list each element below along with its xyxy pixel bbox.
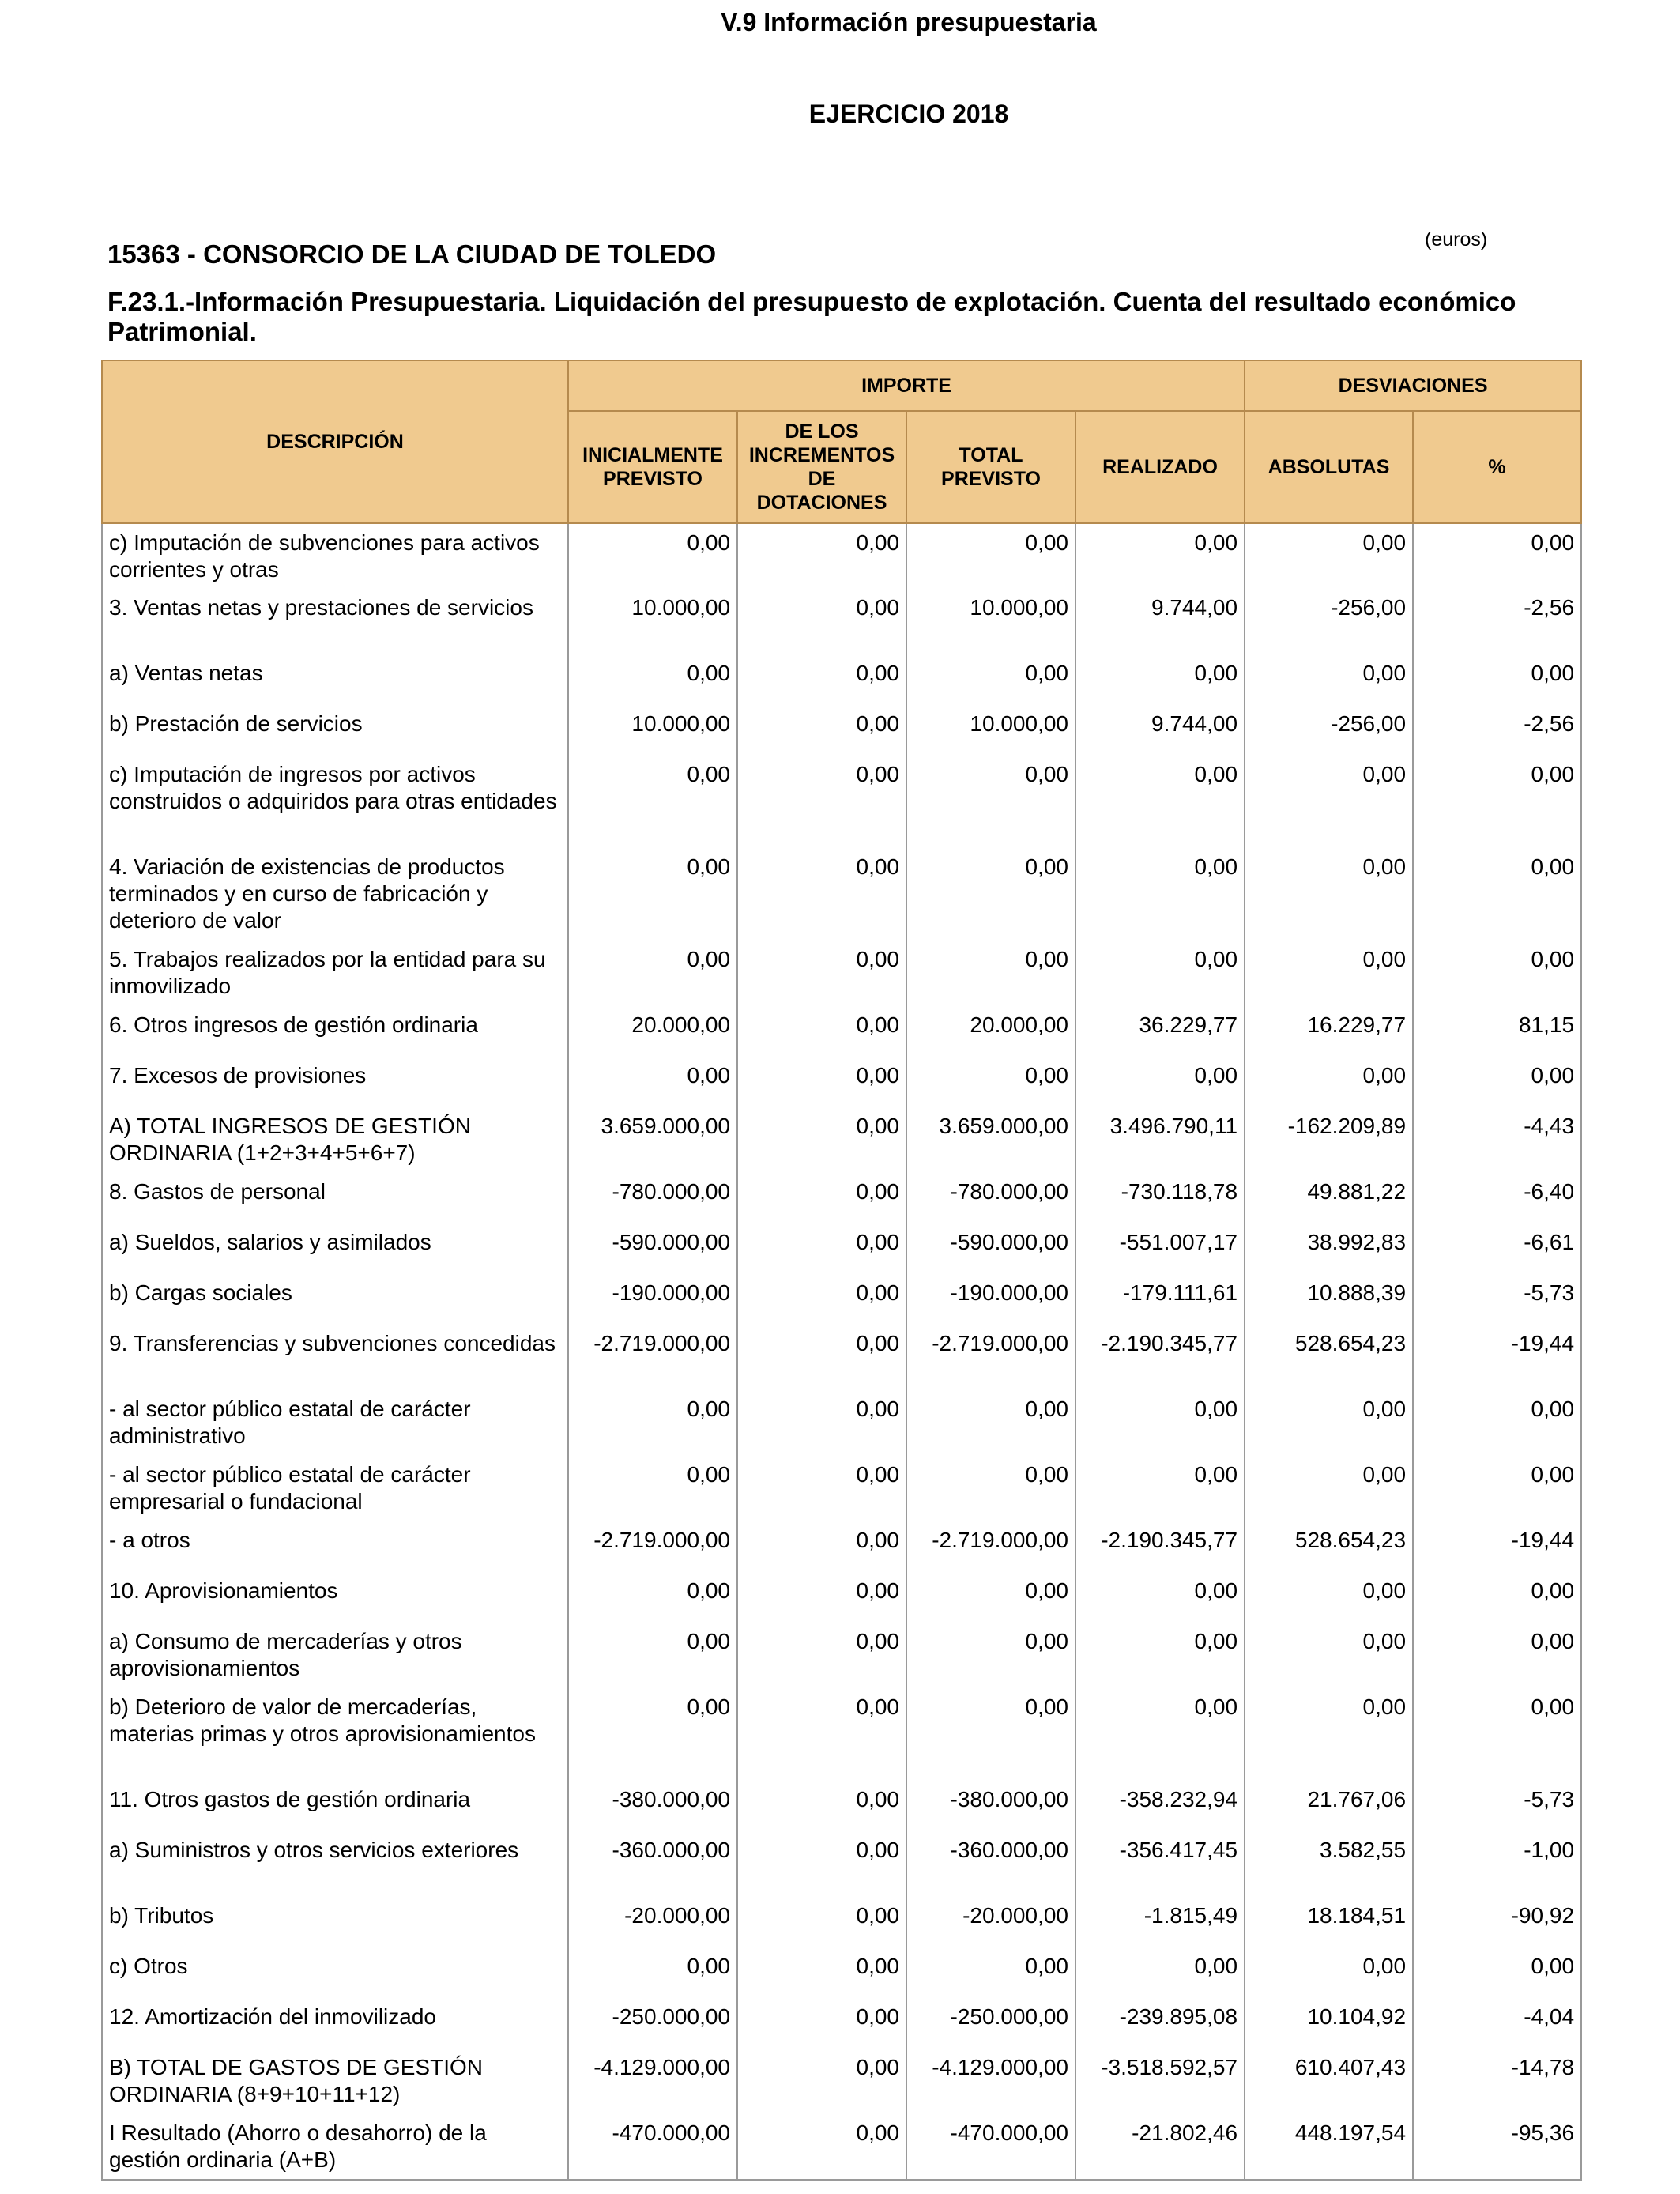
table-row [102, 1572, 1581, 1623]
table-row [102, 1998, 1581, 2049]
row-description: 7. Excesos de provisiones [102, 1057, 568, 1107]
cell-porcentaje: 0,00 [1413, 1456, 1581, 1521]
cell-total-previsto: 10.000,00 [906, 705, 1075, 756]
table-row [102, 1223, 1581, 1274]
cell-total-previsto: 0,00 [906, 848, 1075, 941]
cell-absolutas: 18.184,51 [1245, 1897, 1413, 1947]
header-desviaciones: DESVIACIONES [1245, 360, 1581, 411]
table-row [102, 1897, 1581, 1947]
cell-realizado: -239.895,08 [1075, 1998, 1245, 2049]
exercise-title: EJERCICIO 2018 [808, 100, 1009, 128]
cell-realizado: -551.007,17 [1075, 1223, 1245, 1274]
cell-porcentaje: -4,04 [1413, 1998, 1581, 2049]
table-row [102, 654, 1581, 705]
cell-inicialmente-previsto: -380.000,00 [568, 1781, 737, 1831]
cell-inicialmente-previsto: 0,00 [568, 848, 737, 941]
cell-inicialmente-previsto: -2.719.000,00 [568, 1521, 737, 1572]
cell-total-previsto: 0,00 [906, 1057, 1075, 1107]
cell-porcentaje: -14,78 [1413, 2049, 1581, 2114]
cell-porcentaje: -5,73 [1413, 1781, 1581, 1831]
cell-inicialmente-previsto: -20.000,00 [568, 1897, 737, 1947]
table-row [102, 1390, 1581, 1456]
row-description: 9. Transferencias y subvenciones concedidas [102, 1325, 568, 1390]
cell-inicialmente-previsto: 0,00 [568, 1456, 737, 1521]
cell-absolutas: 10.888,39 [1245, 1274, 1413, 1325]
cell-inicialmente-previsto: -780.000,00 [568, 1173, 737, 1223]
cell-realizado: 0,00 [1075, 941, 1245, 1006]
cell-porcentaje: 0,00 [1413, 1057, 1581, 1107]
table-row [102, 1006, 1581, 1057]
cell-porcentaje: -4,43 [1413, 1107, 1581, 1173]
cell-total-previsto: 0,00 [906, 756, 1075, 848]
cell-total-previsto: 0,00 [906, 1390, 1075, 1456]
table-row [102, 1274, 1581, 1325]
cell-realizado: 3.496.790,11 [1075, 1107, 1245, 1173]
cell-incrementos: 0,00 [737, 1998, 906, 2049]
header-incrementos: DE LOS INCREMENTOS DE DOTACIONES [737, 411, 906, 523]
cell-porcentaje: -19,44 [1413, 1521, 1581, 1572]
cell-absolutas: 0,00 [1245, 1947, 1413, 1998]
cell-realizado: -21.802,46 [1075, 2114, 1245, 2180]
cell-realizado: 0,00 [1075, 848, 1245, 941]
cell-realizado: -358.232,94 [1075, 1781, 1245, 1831]
cell-realizado: -1.815,49 [1075, 1897, 1245, 1947]
cell-incrementos: 0,00 [737, 1107, 906, 1173]
cell-porcentaje: 0,00 [1413, 848, 1581, 941]
row-description: 8. Gastos de personal [102, 1173, 568, 1223]
table-header [102, 360, 1581, 523]
cell-total-previsto: 0,00 [906, 1947, 1075, 1998]
cell-total-previsto: 0,00 [906, 1623, 1075, 1688]
cell-incrementos: 0,00 [737, 848, 906, 941]
cell-absolutas: 0,00 [1245, 756, 1413, 848]
header-porcentaje: % [1413, 411, 1581, 523]
row-description: B) TOTAL DE GASTOS DE GESTIÓN ORDINARIA (8+9+10+11+12) [102, 2049, 568, 2114]
row-description: a) Ventas netas [102, 654, 568, 705]
table-row [102, 1781, 1581, 1831]
cell-inicialmente-previsto: -470.000,00 [568, 2114, 737, 2180]
cell-incrementos: 0,00 [737, 756, 906, 848]
cell-total-previsto: 0,00 [906, 941, 1075, 1006]
cell-incrementos: 0,00 [737, 1897, 906, 1947]
cell-porcentaje: -19,44 [1413, 1325, 1581, 1390]
row-description: c) Imputación de ingresos por activos construidos o adquiridos para otras entidades [102, 756, 568, 848]
table-row [102, 2049, 1581, 2114]
cell-absolutas: 0,00 [1245, 1057, 1413, 1107]
row-description: c) Otros [102, 1947, 568, 1998]
table-row [102, 941, 1581, 1006]
cell-inicialmente-previsto: 10.000,00 [568, 589, 737, 654]
cell-realizado: 0,00 [1075, 1456, 1245, 1521]
cell-inicialmente-previsto: -2.719.000,00 [568, 1325, 737, 1390]
table-body [102, 523, 1581, 2180]
cell-porcentaje: -95,36 [1413, 2114, 1581, 2180]
table-row [102, 1947, 1581, 1998]
cell-absolutas: 0,00 [1245, 523, 1413, 589]
cell-total-previsto: -2.719.000,00 [906, 1521, 1075, 1572]
cell-incrementos: 0,00 [737, 523, 906, 589]
cell-inicialmente-previsto: 0,00 [568, 1572, 737, 1623]
table-row [102, 1107, 1581, 1173]
table-row [102, 756, 1581, 848]
table-row [102, 1688, 1581, 1781]
table-row [102, 1623, 1581, 1688]
cell-total-previsto: -780.000,00 [906, 1173, 1075, 1223]
cell-realizado: 0,00 [1075, 1623, 1245, 1688]
row-description: a) Sueldos, salarios y asimilados [102, 1223, 568, 1274]
cell-absolutas: 10.104,92 [1245, 1998, 1413, 2049]
cell-inicialmente-previsto: 0,00 [568, 1947, 737, 1998]
cell-realizado: -179.111,61 [1075, 1274, 1245, 1325]
cell-inicialmente-previsto: 0,00 [568, 1057, 737, 1107]
cell-incrementos: 0,00 [737, 941, 906, 1006]
cell-inicialmente-previsto: 0,00 [568, 941, 737, 1006]
row-description: b) Tributos [102, 1897, 568, 1947]
cell-inicialmente-previsto: 20.000,00 [568, 1006, 737, 1057]
cell-absolutas: 49.881,22 [1245, 1173, 1413, 1223]
units-label: (euros) [1425, 228, 1488, 251]
cell-absolutas: 610.407,43 [1245, 2049, 1413, 2114]
cell-realizado: 36.229,77 [1075, 1006, 1245, 1057]
report-subtitle: F.23.1.-Información Presupuestaria. Liquidación del presupuesto de explotación. Cuenta del resultado económico Patrimonial. [107, 287, 1516, 346]
cell-porcentaje: -1,00 [1413, 1831, 1581, 1897]
table-row [102, 1456, 1581, 1521]
table-row [102, 1521, 1581, 1572]
cell-incrementos: 0,00 [737, 589, 906, 654]
table-row [102, 523, 1581, 589]
cell-porcentaje: 0,00 [1413, 941, 1581, 1006]
cell-absolutas: 0,00 [1245, 848, 1413, 941]
row-description: a) Suministros y otros servicios exteriores [102, 1831, 568, 1897]
cell-porcentaje: -6,61 [1413, 1223, 1581, 1274]
table-row [102, 1831, 1581, 1897]
cell-absolutas: 0,00 [1245, 1688, 1413, 1781]
cell-porcentaje: 0,00 [1413, 1688, 1581, 1781]
cell-inicialmente-previsto: -4.129.000,00 [568, 2049, 737, 2114]
cell-realizado: 0,00 [1075, 523, 1245, 589]
cell-incrementos: 0,00 [737, 2114, 906, 2180]
row-description: b) Cargas sociales [102, 1274, 568, 1325]
cell-incrementos: 0,00 [737, 1456, 906, 1521]
cell-porcentaje: -90,92 [1413, 1897, 1581, 1947]
cell-incrementos: 0,00 [737, 1623, 906, 1688]
cell-inicialmente-previsto: 0,00 [568, 1623, 737, 1688]
cell-realizado: 0,00 [1075, 654, 1245, 705]
cell-inicialmente-previsto: -590.000,00 [568, 1223, 737, 1274]
cell-realizado: 0,00 [1075, 1390, 1245, 1456]
cell-total-previsto: -590.000,00 [906, 1223, 1075, 1274]
cell-porcentaje: 81,15 [1413, 1006, 1581, 1057]
row-description: a) Consumo de mercaderías y otros aprovisionamientos [102, 1623, 568, 1688]
cell-inicialmente-previsto: 3.659.000,00 [568, 1107, 737, 1173]
cell-absolutas: 16.229,77 [1245, 1006, 1413, 1057]
cell-inicialmente-previsto: 0,00 [568, 756, 737, 848]
cell-incrementos: 0,00 [737, 1390, 906, 1456]
cell-total-previsto: -4.129.000,00 [906, 2049, 1075, 2114]
cell-incrementos: 0,00 [737, 1572, 906, 1623]
cell-porcentaje: -2,56 [1413, 589, 1581, 654]
cell-realizado: -356.417,45 [1075, 1831, 1245, 1897]
cell-absolutas: 0,00 [1245, 1390, 1413, 1456]
cell-absolutas: 528.654,23 [1245, 1325, 1413, 1390]
cell-incrementos: 0,00 [737, 1781, 906, 1831]
table-row [102, 1057, 1581, 1107]
cell-inicialmente-previsto: 10.000,00 [568, 705, 737, 756]
cell-incrementos: 0,00 [737, 654, 906, 705]
cell-total-previsto: 0,00 [906, 1688, 1075, 1781]
cell-realizado: -2.190.345,77 [1075, 1521, 1245, 1572]
cell-incrementos: 0,00 [737, 705, 906, 756]
header-total-previsto: TOTAL PREVISTO [906, 411, 1075, 523]
cell-absolutas: 3.582,55 [1245, 1831, 1413, 1897]
cell-realizado: -730.118,78 [1075, 1173, 1245, 1223]
cell-incrementos: 0,00 [737, 2049, 906, 2114]
cell-realizado: 0,00 [1075, 756, 1245, 848]
cell-total-previsto: -360.000,00 [906, 1831, 1075, 1897]
table-row [102, 1325, 1581, 1390]
row-description: - al sector público estatal de carácter administrativo [102, 1390, 568, 1456]
cell-absolutas: 0,00 [1245, 1572, 1413, 1623]
header-realizado: REALIZADO [1075, 411, 1245, 523]
row-description: - a otros [102, 1521, 568, 1572]
cell-total-previsto: 0,00 [906, 1572, 1075, 1623]
cell-inicialmente-previsto: 0,00 [568, 1390, 737, 1456]
cell-incrementos: 0,00 [737, 1947, 906, 1998]
cell-absolutas: 0,00 [1245, 654, 1413, 705]
cell-realizado: 9.744,00 [1075, 589, 1245, 654]
cell-total-previsto: 0,00 [906, 1456, 1075, 1521]
header-importe: IMPORTE [568, 360, 1245, 411]
row-description: - al sector público estatal de carácter empresarial o fundacional [102, 1456, 568, 1521]
row-description: I Resultado (Ahorro o desahorro) de la gestión ordinaria (A+B) [102, 2114, 568, 2180]
row-description: 10. Aprovisionamientos [102, 1572, 568, 1623]
cell-absolutas: -162.209,89 [1245, 1107, 1413, 1173]
header-descripcion: DESCRIPCIÓN [102, 360, 568, 523]
entity-name: 15363 - CONSORCIO DE LA CIUDAD DE TOLEDO [107, 239, 717, 269]
cell-incrementos: 0,00 [737, 1006, 906, 1057]
cell-total-previsto: -20.000,00 [906, 1897, 1075, 1947]
row-description: 11. Otros gastos de gestión ordinaria [102, 1781, 568, 1831]
cell-incrementos: 0,00 [737, 1223, 906, 1274]
table-row [102, 589, 1581, 654]
row-description: c) Imputación de subvenciones para activos corrientes y otras [102, 523, 568, 589]
cell-inicialmente-previsto: -190.000,00 [568, 1274, 737, 1325]
cell-realizado: -3.518.592,57 [1075, 2049, 1245, 2114]
cell-total-previsto: -2.719.000,00 [906, 1325, 1075, 1390]
table-row [102, 848, 1581, 941]
cell-absolutas: 0,00 [1245, 1456, 1413, 1521]
cell-total-previsto: -250.000,00 [906, 1998, 1075, 2049]
cell-porcentaje: 0,00 [1413, 756, 1581, 848]
cell-total-previsto: -380.000,00 [906, 1781, 1075, 1831]
cell-incrementos: 0,00 [737, 1173, 906, 1223]
cell-total-previsto: 0,00 [906, 654, 1075, 705]
cell-inicialmente-previsto: 0,00 [568, 654, 737, 705]
header-absolutas: ABSOLUTAS [1245, 411, 1413, 523]
cell-absolutas: -256,00 [1245, 589, 1413, 654]
table-row [102, 705, 1581, 756]
row-description: 12. Amortización del inmovilizado [102, 1998, 568, 2049]
cell-porcentaje: 0,00 [1413, 1572, 1581, 1623]
cell-porcentaje: -5,73 [1413, 1274, 1581, 1325]
cell-porcentaje: 0,00 [1413, 523, 1581, 589]
cell-realizado: -2.190.345,77 [1075, 1325, 1245, 1390]
cell-incrementos: 0,00 [737, 1057, 906, 1107]
cell-total-previsto: 10.000,00 [906, 589, 1075, 654]
section-title: V.9 Información presupuestaria [721, 8, 1097, 36]
cell-incrementos: 0,00 [737, 1831, 906, 1897]
row-description: A) TOTAL INGRESOS DE GESTIÓN ORDINARIA (1+2+3+4+5+6+7) [102, 1107, 568, 1173]
cell-total-previsto: 3.659.000,00 [906, 1107, 1075, 1173]
cell-porcentaje: 0,00 [1413, 1623, 1581, 1688]
row-description: 4. Variación de existencias de productos terminados y en curso de fabricación y deterioro de valor [102, 848, 568, 941]
cell-porcentaje: 0,00 [1413, 1390, 1581, 1456]
table-row [102, 1173, 1581, 1223]
cell-inicialmente-previsto: -360.000,00 [568, 1831, 737, 1897]
cell-realizado: 9.744,00 [1075, 705, 1245, 756]
cell-total-previsto: -190.000,00 [906, 1274, 1075, 1325]
cell-inicialmente-previsto: -250.000,00 [568, 1998, 737, 2049]
cell-absolutas: 38.992,83 [1245, 1223, 1413, 1274]
cell-inicialmente-previsto: 0,00 [568, 523, 737, 589]
table-row [102, 2114, 1581, 2180]
cell-porcentaje: 0,00 [1413, 654, 1581, 705]
cell-absolutas: 448.197,54 [1245, 2114, 1413, 2180]
budget-table [101, 360, 1582, 2181]
cell-absolutas: 21.767,06 [1245, 1781, 1413, 1831]
cell-absolutas: -256,00 [1245, 705, 1413, 756]
cell-absolutas: 0,00 [1245, 1623, 1413, 1688]
cell-absolutas: 528.654,23 [1245, 1521, 1413, 1572]
cell-total-previsto: 0,00 [906, 523, 1075, 589]
row-description: b) Deterioro de valor de mercaderías, materias primas y otros aprovisionamientos [102, 1688, 568, 1781]
cell-realizado: 0,00 [1075, 1688, 1245, 1781]
cell-incrementos: 0,00 [737, 1521, 906, 1572]
cell-porcentaje: -6,40 [1413, 1173, 1581, 1223]
row-description: 6. Otros ingresos de gestión ordinaria [102, 1006, 568, 1057]
cell-total-previsto: -470.000,00 [906, 2114, 1075, 2180]
cell-realizado: 0,00 [1075, 1947, 1245, 1998]
cell-incrementos: 0,00 [737, 1274, 906, 1325]
row-description: 5. Trabajos realizados por la entidad para su inmovilizado [102, 941, 568, 1006]
row-description: 3. Ventas netas y prestaciones de servicios [102, 589, 568, 654]
cell-porcentaje: -2,56 [1413, 705, 1581, 756]
cell-incrementos: 0,00 [737, 1688, 906, 1781]
cell-incrementos: 0,00 [737, 1325, 906, 1390]
cell-porcentaje: 0,00 [1413, 1947, 1581, 1998]
cell-inicialmente-previsto: 0,00 [568, 1688, 737, 1781]
cell-total-previsto: 20.000,00 [906, 1006, 1075, 1057]
header-inicialmente-previsto: INICIALMENTE PREVISTO [568, 411, 737, 523]
cell-absolutas: 0,00 [1245, 941, 1413, 1006]
row-description: b) Prestación de servicios [102, 705, 568, 756]
cell-realizado: 0,00 [1075, 1057, 1245, 1107]
cell-realizado: 0,00 [1075, 1572, 1245, 1623]
